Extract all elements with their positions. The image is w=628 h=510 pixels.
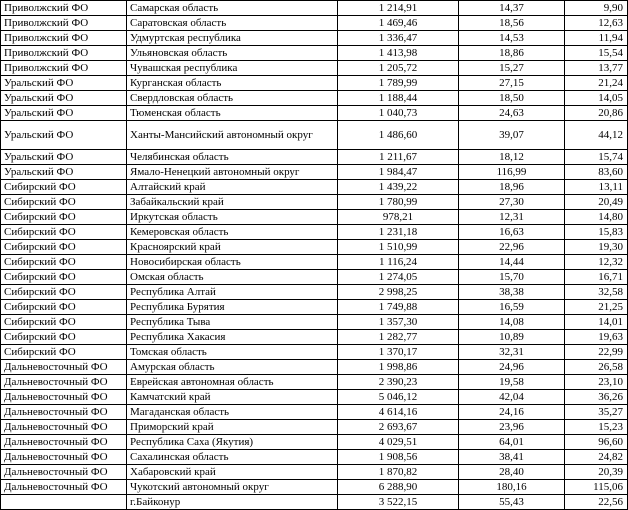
value-cell-1: 4 029,51 bbox=[338, 435, 459, 450]
table-row bbox=[1, 300, 628, 315]
value-cell-2: 24,63 bbox=[459, 106, 565, 121]
value-cell-1: 1 336,47 bbox=[338, 31, 459, 46]
value-cell-2: 55,43 bbox=[459, 495, 565, 510]
value-cell-1: 1 205,72 bbox=[338, 61, 459, 76]
table-row bbox=[1, 195, 628, 210]
district-cell: Уральский ФО bbox=[1, 121, 127, 150]
value-cell-3: 115,06 bbox=[565, 480, 628, 495]
region-cell: Чукотский автономный округ bbox=[127, 480, 338, 495]
region-cell: Ямало-Ненецкий автономный округ bbox=[127, 165, 338, 180]
value-cell-2: 22,96 bbox=[459, 240, 565, 255]
value-cell-3: 20,86 bbox=[565, 106, 628, 121]
district-cell: Сибирский ФО bbox=[1, 180, 127, 195]
region-cell: Хабаровский край bbox=[127, 465, 338, 480]
region-cell: Иркутская область bbox=[127, 210, 338, 225]
value-cell-1: 3 522,15 bbox=[338, 495, 459, 510]
region-cell: Амурская область bbox=[127, 360, 338, 375]
value-cell-2: 27,30 bbox=[459, 195, 565, 210]
table-row bbox=[1, 150, 628, 165]
region-cell: Саратовская область bbox=[127, 16, 338, 31]
value-cell-3: 12,32 bbox=[565, 255, 628, 270]
value-cell-3: 35,27 bbox=[565, 405, 628, 420]
value-cell-3: 11,94 bbox=[565, 31, 628, 46]
table-row bbox=[1, 180, 628, 195]
value-cell-2: 64,01 bbox=[459, 435, 565, 450]
district-cell: Уральский ФО bbox=[1, 165, 127, 180]
value-cell-2: 38,38 bbox=[459, 285, 565, 300]
region-cell: Омская область bbox=[127, 270, 338, 285]
value-cell-1: 1 188,44 bbox=[338, 91, 459, 106]
table-row bbox=[1, 360, 628, 375]
district-cell: Дальневосточный ФО bbox=[1, 465, 127, 480]
region-cell: Алтайский край bbox=[127, 180, 338, 195]
value-cell-2: 15,70 bbox=[459, 270, 565, 285]
value-cell-2: 14,44 bbox=[459, 255, 565, 270]
district-cell: Уральский ФО bbox=[1, 91, 127, 106]
district-cell: Сибирский ФО bbox=[1, 225, 127, 240]
district-cell: Дальневосточный ФО bbox=[1, 390, 127, 405]
table-row bbox=[1, 61, 628, 76]
value-cell-3: 96,60 bbox=[565, 435, 628, 450]
value-cell-3: 15,54 bbox=[565, 46, 628, 61]
value-cell-2: 14,53 bbox=[459, 31, 565, 46]
table-row bbox=[1, 285, 628, 300]
district-cell: Сибирский ФО bbox=[1, 240, 127, 255]
value-cell-2: 24,16 bbox=[459, 405, 565, 420]
value-cell-2: 18,50 bbox=[459, 91, 565, 106]
value-cell-2: 10,89 bbox=[459, 330, 565, 345]
district-cell: Уральский ФО bbox=[1, 76, 127, 91]
value-cell-1: 1 749,88 bbox=[338, 300, 459, 315]
region-cell: Приморский край bbox=[127, 420, 338, 435]
value-cell-1: 1 789,99 bbox=[338, 76, 459, 91]
value-cell-3: 13,11 bbox=[565, 180, 628, 195]
value-cell-1: 1 908,56 bbox=[338, 450, 459, 465]
district-cell: Дальневосточный ФО bbox=[1, 405, 127, 420]
value-cell-3: 9,90 bbox=[565, 1, 628, 16]
value-cell-1: 5 046,12 bbox=[338, 390, 459, 405]
district-cell: Приволжский ФО bbox=[1, 31, 127, 46]
value-cell-2: 180,16 bbox=[459, 480, 565, 495]
region-cell: Ульяновская область bbox=[127, 46, 338, 61]
value-cell-2: 18,56 bbox=[459, 16, 565, 31]
value-cell-2: 18,86 bbox=[459, 46, 565, 61]
value-cell-2: 18,96 bbox=[459, 180, 565, 195]
value-cell-2: 14,08 bbox=[459, 315, 565, 330]
table-row bbox=[1, 330, 628, 345]
table-row bbox=[1, 165, 628, 180]
region-cell: Республика Бурятия bbox=[127, 300, 338, 315]
table-row bbox=[1, 405, 628, 420]
region-cell: Республика Алтай bbox=[127, 285, 338, 300]
value-cell-3: 22,99 bbox=[565, 345, 628, 360]
table-row bbox=[1, 31, 628, 46]
district-cell: Дальневосточный ФО bbox=[1, 420, 127, 435]
region-cell: Чувашская республика bbox=[127, 61, 338, 76]
region-cell: Забайкальский край bbox=[127, 195, 338, 210]
table-row bbox=[1, 225, 628, 240]
value-cell-2: 12,31 bbox=[459, 210, 565, 225]
district-cell: Приволжский ФО bbox=[1, 46, 127, 61]
value-cell-1: 1 486,60 bbox=[338, 121, 459, 150]
district-cell: Сибирский ФО bbox=[1, 315, 127, 330]
value-cell-2: 28,40 bbox=[459, 465, 565, 480]
value-cell-1: 1 214,91 bbox=[338, 1, 459, 16]
district-cell: Уральский ФО bbox=[1, 106, 127, 121]
value-cell-2: 16,63 bbox=[459, 225, 565, 240]
table-row bbox=[1, 210, 628, 225]
table-row bbox=[1, 315, 628, 330]
value-cell-2: 27,15 bbox=[459, 76, 565, 91]
value-cell-1: 1 870,82 bbox=[338, 465, 459, 480]
table-row bbox=[1, 240, 628, 255]
value-cell-1: 978,21 bbox=[338, 210, 459, 225]
value-cell-1: 4 614,16 bbox=[338, 405, 459, 420]
value-cell-3: 32,58 bbox=[565, 285, 628, 300]
region-cell: Республика Тыва bbox=[127, 315, 338, 330]
district-cell bbox=[1, 495, 127, 510]
region-cell: Красноярский край bbox=[127, 240, 338, 255]
value-cell-1: 2 693,67 bbox=[338, 420, 459, 435]
value-cell-2: 42,04 bbox=[459, 390, 565, 405]
district-cell: Сибирский ФО bbox=[1, 345, 127, 360]
value-cell-1: 1 780,99 bbox=[338, 195, 459, 210]
district-cell: Дальневосточный ФО bbox=[1, 450, 127, 465]
value-cell-1: 6 288,90 bbox=[338, 480, 459, 495]
value-cell-2: 18,12 bbox=[459, 150, 565, 165]
region-cell: Челябинская область bbox=[127, 150, 338, 165]
district-cell: Приволжский ФО bbox=[1, 16, 127, 31]
table-row bbox=[1, 420, 628, 435]
table-row bbox=[1, 450, 628, 465]
value-cell-2: 16,59 bbox=[459, 300, 565, 315]
value-cell-3: 21,25 bbox=[565, 300, 628, 315]
district-cell: Дальневосточный ФО bbox=[1, 435, 127, 450]
value-cell-1: 1 282,77 bbox=[338, 330, 459, 345]
value-cell-3: 19,30 bbox=[565, 240, 628, 255]
region-cell: Свердловская область bbox=[127, 91, 338, 106]
region-cell: Еврейская автономная область bbox=[127, 375, 338, 390]
district-cell: Уральский ФО bbox=[1, 150, 127, 165]
district-cell: Дальневосточный ФО bbox=[1, 375, 127, 390]
value-cell-3: 14,05 bbox=[565, 91, 628, 106]
value-cell-3: 24,82 bbox=[565, 450, 628, 465]
value-cell-3: 15,83 bbox=[565, 225, 628, 240]
value-cell-2: 19,58 bbox=[459, 375, 565, 390]
value-cell-3: 26,58 bbox=[565, 360, 628, 375]
value-cell-2: 23,96 bbox=[459, 420, 565, 435]
region-cell: Томская область bbox=[127, 345, 338, 360]
table-row bbox=[1, 495, 628, 510]
value-cell-3: 14,80 bbox=[565, 210, 628, 225]
district-cell: Дальневосточный ФО bbox=[1, 360, 127, 375]
region-cell: Удмуртская республика bbox=[127, 31, 338, 46]
value-cell-3: 12,63 bbox=[565, 16, 628, 31]
value-cell-3: 14,01 bbox=[565, 315, 628, 330]
region-cell: Магаданская область bbox=[127, 405, 338, 420]
region-cell: Камчатский край bbox=[127, 390, 338, 405]
value-cell-1: 1 469,46 bbox=[338, 16, 459, 31]
region-cell: Ханты-Мансийский автономный округ bbox=[127, 121, 338, 150]
table-row bbox=[1, 46, 628, 61]
district-cell: Дальневосточный ФО bbox=[1, 480, 127, 495]
value-cell-2: 38,41 bbox=[459, 450, 565, 465]
value-cell-3: 13,77 bbox=[565, 61, 628, 76]
value-cell-3: 16,71 bbox=[565, 270, 628, 285]
value-cell-3: 15,74 bbox=[565, 150, 628, 165]
district-cell: Сибирский ФО bbox=[1, 285, 127, 300]
value-cell-3: 23,10 bbox=[565, 375, 628, 390]
value-cell-3: 21,24 bbox=[565, 76, 628, 91]
value-cell-1: 1 116,24 bbox=[338, 255, 459, 270]
table-row bbox=[1, 16, 628, 31]
value-cell-3: 83,60 bbox=[565, 165, 628, 180]
value-cell-1: 2 998,25 bbox=[338, 285, 459, 300]
value-cell-2: 32,31 bbox=[459, 345, 565, 360]
table-row bbox=[1, 91, 628, 106]
value-cell-3: 36,26 bbox=[565, 390, 628, 405]
table-row bbox=[1, 121, 628, 150]
region-cell: г.Байконур bbox=[127, 495, 338, 510]
value-cell-3: 20,49 bbox=[565, 195, 628, 210]
table-row bbox=[1, 270, 628, 285]
region-cell: Республика Хакасия bbox=[127, 330, 338, 345]
value-cell-1: 1 040,73 bbox=[338, 106, 459, 121]
district-cell: Приволжский ФО bbox=[1, 61, 127, 76]
table-row bbox=[1, 435, 628, 450]
value-cell-1: 1 231,18 bbox=[338, 225, 459, 240]
district-cell: Приволжский ФО bbox=[1, 1, 127, 16]
table-row bbox=[1, 106, 628, 121]
table-row bbox=[1, 480, 628, 495]
value-cell-1: 1 998,86 bbox=[338, 360, 459, 375]
value-cell-2: 24,96 bbox=[459, 360, 565, 375]
value-cell-1: 1 413,98 bbox=[338, 46, 459, 61]
value-cell-1: 1 370,17 bbox=[338, 345, 459, 360]
district-cell: Сибирский ФО bbox=[1, 330, 127, 345]
value-cell-3: 22,56 bbox=[565, 495, 628, 510]
district-cell: Сибирский ФО bbox=[1, 270, 127, 285]
district-cell: Сибирский ФО bbox=[1, 210, 127, 225]
district-cell: Сибирский ФО bbox=[1, 300, 127, 315]
value-cell-3: 19,63 bbox=[565, 330, 628, 345]
region-cell: Республика Саха (Якутия) bbox=[127, 435, 338, 450]
table-row bbox=[1, 375, 628, 390]
value-cell-1: 1 211,67 bbox=[338, 150, 459, 165]
value-cell-2: 15,27 bbox=[459, 61, 565, 76]
table-row bbox=[1, 345, 628, 360]
table-body bbox=[1, 1, 628, 510]
table-row bbox=[1, 465, 628, 480]
table-row bbox=[1, 76, 628, 91]
value-cell-2: 116,99 bbox=[459, 165, 565, 180]
value-cell-1: 1 439,22 bbox=[338, 180, 459, 195]
district-cell: Сибирский ФО bbox=[1, 255, 127, 270]
value-cell-3: 20,39 bbox=[565, 465, 628, 480]
value-cell-2: 39,07 bbox=[459, 121, 565, 150]
value-cell-1: 1 984,47 bbox=[338, 165, 459, 180]
region-cell: Новосибирская область bbox=[127, 255, 338, 270]
value-cell-1: 1 357,30 bbox=[338, 315, 459, 330]
value-cell-1: 2 390,23 bbox=[338, 375, 459, 390]
district-cell: Сибирский ФО bbox=[1, 195, 127, 210]
value-cell-2: 14,37 bbox=[459, 1, 565, 16]
table-row bbox=[1, 1, 628, 16]
value-cell-1: 1 510,99 bbox=[338, 240, 459, 255]
region-cell: Самарская область bbox=[127, 1, 338, 16]
table-row bbox=[1, 255, 628, 270]
value-cell-3: 44,12 bbox=[565, 121, 628, 150]
table-row bbox=[1, 390, 628, 405]
region-cell: Тюменская область bbox=[127, 106, 338, 121]
value-cell-3: 15,23 bbox=[565, 420, 628, 435]
region-cell: Сахалинская область bbox=[127, 450, 338, 465]
region-cell: Кемеровская область bbox=[127, 225, 338, 240]
region-cell: Курганская область bbox=[127, 76, 338, 91]
value-cell-1: 1 274,05 bbox=[338, 270, 459, 285]
